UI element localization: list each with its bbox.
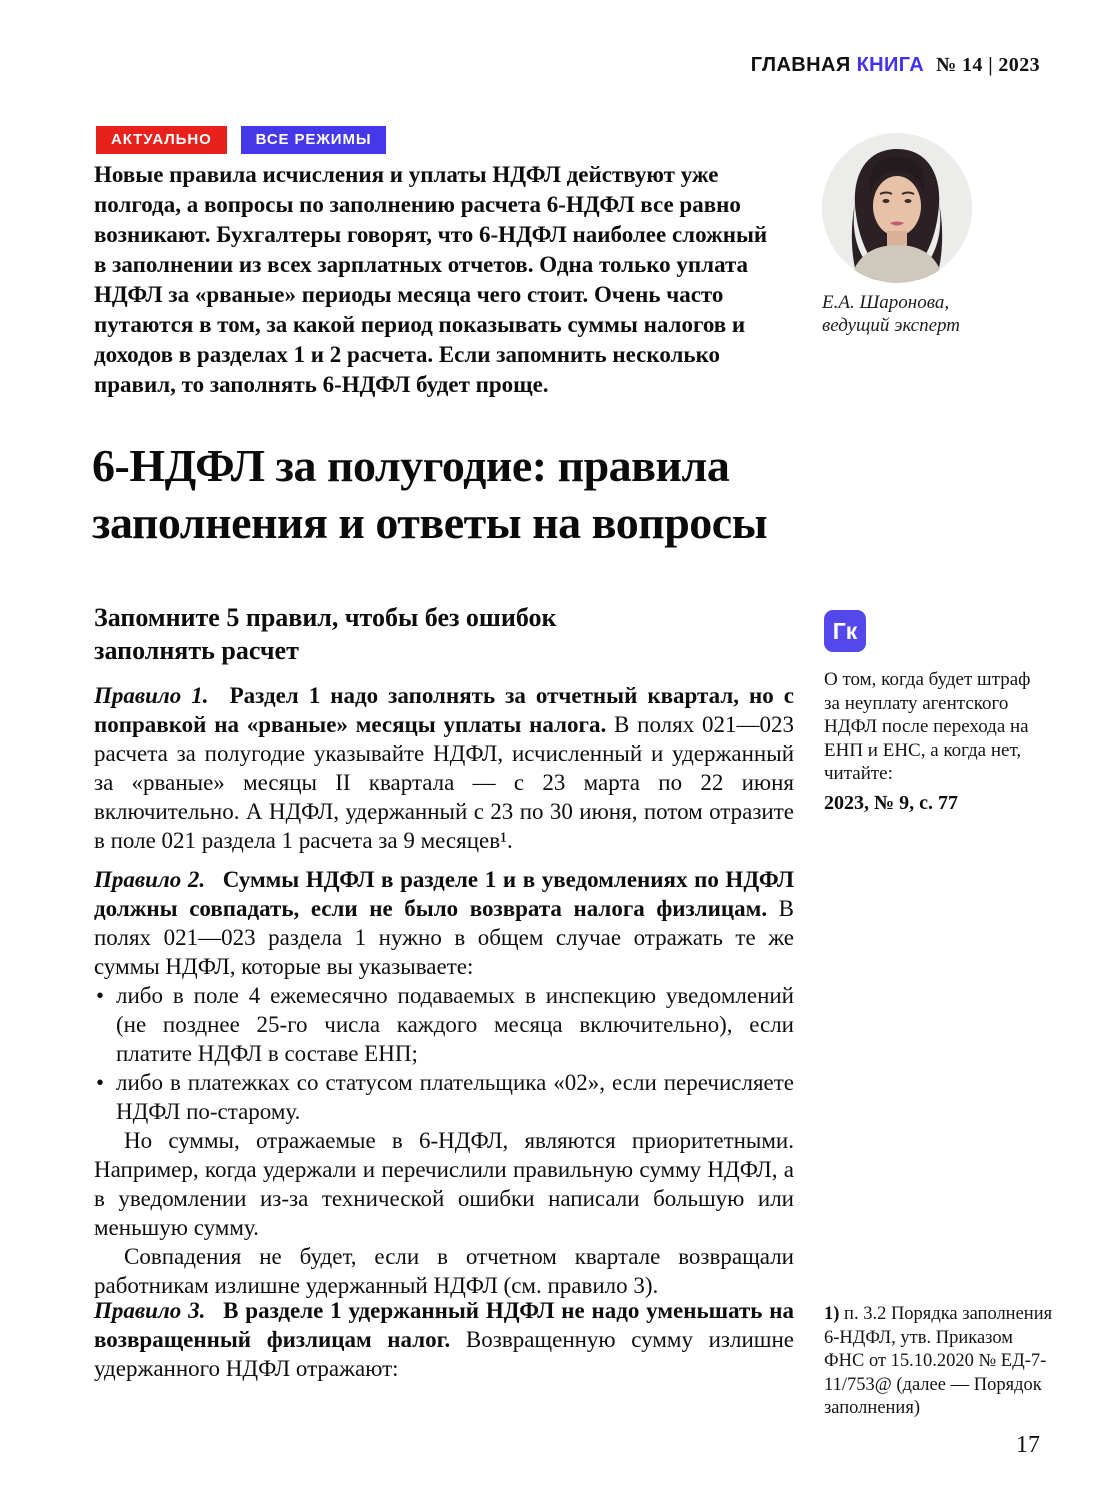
footnote-marker: 1) [824, 1304, 840, 1324]
rule-2-mismatch-paragraph: Совпадения не будет, если в отчетном квартале возвращали работникам излишне удержанный НДФЛ (см. правило 3). [94, 1244, 794, 1298]
rule-2-block [94, 865, 794, 1300]
rule-2-paragraph [94, 865, 794, 981]
bullet-item: • либо в поле 4 ежемесячно подаваемых в инспекцию уведомлений (не позднее 25-го числа каждого месяца включительно), если платите НДФЛ в составе ЕНП; [94, 981, 794, 1068]
rule-3-body: Возвращенную сумму излишне удержанного НДФЛ отражают: [94, 1327, 795, 1381]
author-block [822, 133, 1042, 337]
author-photo [822, 133, 972, 283]
rule-1-body: В полях 021—023 расчета за полугодие указывайте НДФЛ, исчисленный и удержанный за «рваные» месяцы II квартала — с 23 марта по 22 июня включительно. А НДФЛ, удержанный с 23 по 30 июня, потом отразите в поле 021 раздела 1 расчета за 9 месяцев¹. [94, 712, 795, 853]
intro-paragraph: Новые правила исчисления и уплаты НДФЛ действуют уже полгода, а вопросы по заполнению расчета 6-НДФЛ все равно возникают. Бухгалтеры говорят, что 6-НДФЛ наиболее сложный в заполнении из всех зарплатных отчетов. Одна только уплата НДФЛ за «рваные» периоды месяца чего стоит. Очень часто путаются в том, за какой период показывать суммы налогов и доходов в разделах 1 и 2 расчета. Если запомнить несколько правил, то заполнять 6-НДФЛ будет проще. [94, 162, 768, 397]
sidebar-note-text: О том, когда будет штраф за неуплату агентского НДФЛ после перехода на ЕНП и ЕНС, а когда нет, читайте: [824, 669, 1031, 784]
page-number: 17 [1016, 1432, 1040, 1458]
sidebar-note-reference: 2023, № 9, с. 77 [824, 791, 958, 814]
badges-row [96, 126, 386, 154]
rule-2-bullet-list [94, 981, 794, 1126]
rule-2-note-paragraph: Но суммы, отражаемые в 6-НДФЛ, являются приоритетными. Например, когда удержали и перечислили правильную сумму НДФЛ, а в уведомлении из-за технической ошибки написали большую или меньшую сумму. [94, 1128, 794, 1240]
section-heading: Запомните 5 правил, чтобы без ошибок заполнять расчет [94, 603, 557, 665]
article-title-line2: заполнения и ответы на вопросы [92, 497, 768, 548]
rule-2-lead: Суммы НДФЛ в разделе 1 и в уведомлениях по НДФЛ должны совпадать, если не было возврата налога физлицам. [94, 867, 795, 921]
gk-logo-icon: Гк [824, 610, 866, 652]
sidebar-reference-block [824, 610, 1046, 815]
rule-1-label: Правило 1. [94, 683, 209, 708]
rule-3-paragraph [94, 1296, 794, 1383]
rule-3-label: Правило 3. [94, 1298, 206, 1323]
rule-1-paragraph [94, 681, 794, 855]
article-title [92, 437, 1052, 551]
footnote-text: п. 3.2 Порядка заполнения 6-НДФЛ, утв. Приказом ФНС от 15.10.2020 № ЕД-7-11/753@ (далее — Порядок заполнения) [824, 1304, 1053, 1418]
rule-1-lead: Раздел 1 надо заполнять за отчетный квартал, но с поправкой на «рваные» месяцы уплаты налога. [94, 683, 794, 737]
rule-3-block [94, 1296, 794, 1383]
rule-2-label: Правило 2. [94, 867, 206, 892]
masthead [751, 54, 1040, 77]
article-title-line1: 6-НДФЛ за полугодие: правила [92, 440, 730, 491]
bullet-item: • либо в платежках со статусом плательщика «02», если перечисляете НДФЛ по-старому. [94, 1068, 794, 1126]
author-portrait-illustration [822, 133, 972, 283]
footnote [824, 1303, 1056, 1421]
masthead-brand-blue: КНИГА [856, 54, 925, 76]
rule-3-lead: В разделе 1 удержанный НДФЛ не надо уменьшать на возвращенный физлицам налог. [94, 1298, 795, 1352]
rule-1-block [94, 681, 794, 855]
author-name: Е.А. Шаронова, [822, 292, 950, 313]
rule-2-body: В полях 021—023 раздела 1 нужно в общем случае отражать те же суммы НДФЛ, которые вы указываете: [94, 896, 795, 979]
masthead-brand-black: ГЛАВНАЯ [750, 54, 851, 76]
badge-all-modes: ВСЕ РЕЖИМЫ [241, 126, 387, 154]
author-role: ведущий эксперт [822, 315, 960, 336]
masthead-issue: № 14 | 2023 [936, 54, 1040, 76]
author-caption [822, 291, 1042, 337]
badge-actual: АКТУАЛЬНО [96, 126, 227, 154]
